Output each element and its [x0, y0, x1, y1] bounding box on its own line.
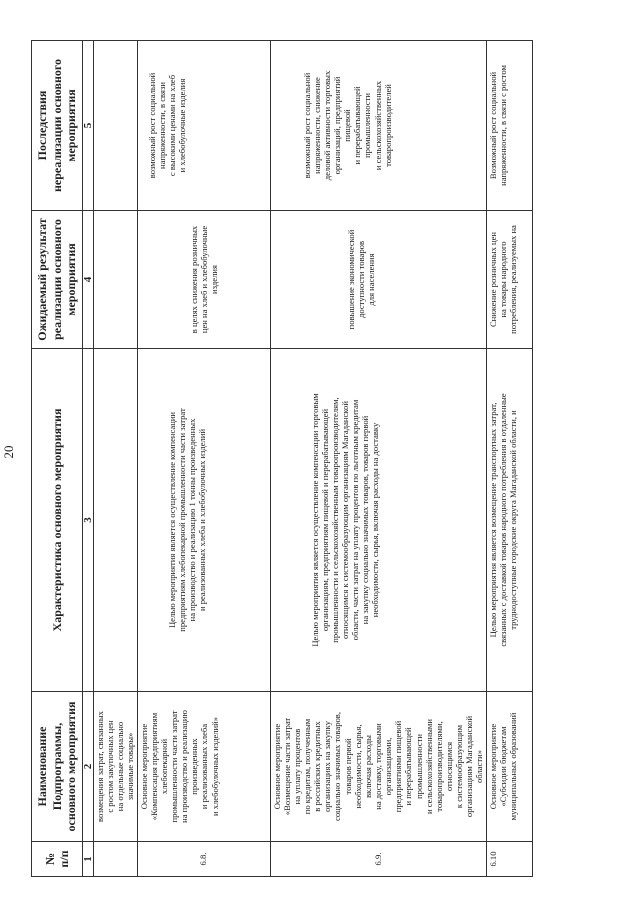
table-row [486, 41, 532, 877]
measure-result-cell [270, 211, 486, 349]
row-number: 6.8. [137, 842, 270, 877]
measure-result [94, 211, 138, 349]
header-characteristic: Характеристика основного мероприятия [32, 349, 83, 692]
page-number: 20 [1, 445, 16, 459]
header-consequences: Последствия нереализации основного мероприятия [32, 41, 83, 211]
measure-consequence: возможный рост социальной напряженности, снижение деловой активности торговых организаций, предприятий пищевой и перерабатывающей промышленности и сельскохозяйственных товаропроизводителей [301, 70, 393, 181]
measure-name: Основное мероприятие «Субсидии бюджетам муниципальных образований [486, 692, 532, 842]
header-expected-result: Ожидаемый результат реализации основного мероприятия [32, 211, 83, 349]
measure-characteristic-cell [137, 349, 270, 692]
measure-result: в целях снижения розничных цен на хлеб и хлебобулочные изделия [188, 225, 219, 334]
column-number: 4 [83, 211, 94, 349]
measure-result: Снижение розничных цен на товары народного потребления, реализуемых на [486, 211, 532, 349]
measure-consequence-cell [137, 41, 270, 211]
measure-result: повышение экономической доступности товаров для населения [345, 229, 376, 330]
column-number-row [83, 41, 94, 877]
row-number [94, 842, 138, 877]
column-number: 5 [83, 41, 94, 211]
measure-name: возмещения затрат, связанных с ростом закупочных цен на отдельные социально значимые товары» [94, 692, 138, 842]
measure-characteristic [94, 349, 138, 692]
header-name: Наименование Подпрограммы, основного мероприятия [32, 692, 83, 842]
measure-consequence: возможный рост социальной напряженности, в связи с высокими ценами на хлеб и хлебобулочные изделия [146, 72, 187, 179]
measure-name: Основное мероприятие «Компенсация предприятиям хлебопекарной промышленности части затрат на производство и реализацию произведенных и реализованных хлеба и хлебобулочных изделий» [137, 692, 270, 842]
measure-characteristic-cell [270, 349, 486, 692]
measure-result-cell [137, 211, 270, 349]
table-header-row [32, 41, 83, 877]
column-number: 1 [83, 842, 94, 877]
table-row [137, 41, 270, 877]
measure-consequence: Возможный рост социальной напряженности, в связи с ростом [486, 41, 532, 211]
header-number: № п/п [32, 842, 83, 877]
measure-name: Основное мероприятие «Возмещение части затрат на уплату процентов по кредитам, полученным в российских кредитных организациях на закупку социально значимых товаров, товаров первой необходимости, сырья, включая расходы на доставку, торговыми организациями, предприятиями пищевой и перерабатывающей промышленности и сельскохозяйственными товаропроизводителями, относящимся к системообразующим организациям Магаданской области» [270, 692, 486, 842]
column-number: 3 [83, 349, 94, 692]
table-row [94, 41, 138, 877]
measure-consequence-cell [270, 41, 486, 211]
measure-characteristic: Целью мероприятия является осуществление компенсации торговым организациям, предприятиям пищевой и перерабатывающей промышленности и сельскохозяйственным товаропроизводителям, относящимся к системообразующим организациям Магаданской области, части затрат на уплату процентов по льготным кредитам на закупку социально значимых товаров, товаров первой необходимости, сырья, включая расходы на доставку [309, 393, 381, 647]
row-number: 6.10 [486, 842, 532, 877]
program-measures-table [31, 40, 533, 877]
measure-characteristic: Целью мероприятия является осуществление компенсации предприятиям хлебопекарной промышленности части затрат на производство и реализацию 1 тонны произведенных и реализованных хлеба и хлебобулочных изделий [166, 408, 207, 632]
measure-consequence [94, 41, 138, 211]
table-row [270, 41, 486, 877]
measure-characteristic: Целью мероприятия является возмещение транспортных затрат, связанных с доставкой товаров народного потребления в отдаленные труднодоступные городские округа Магаданской области, и [486, 349, 532, 692]
column-number: 2 [83, 692, 94, 842]
row-number: 6.9. [270, 842, 486, 877]
